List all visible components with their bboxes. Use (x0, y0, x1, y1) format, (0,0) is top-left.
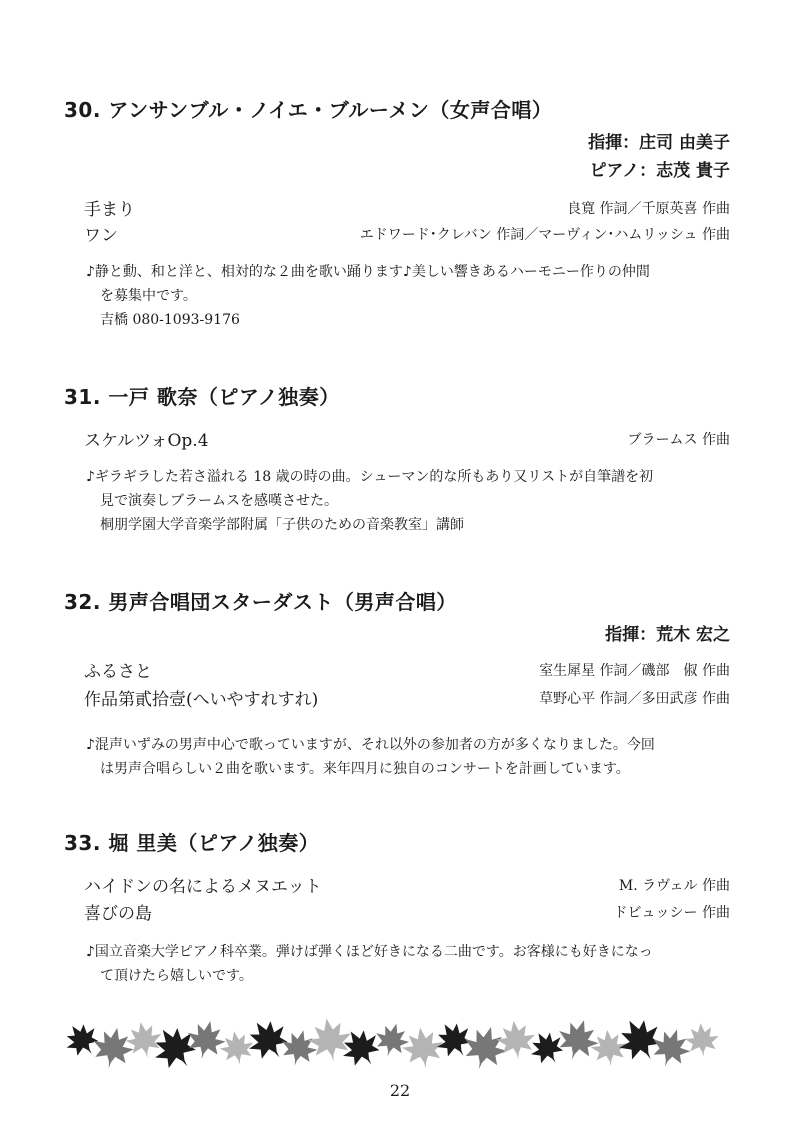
section-heading: 30. アンサンブル・ノイエ・ブルーメン（女声合唱） (64, 98, 553, 122)
note-line: ♪ギラギラした若さ溢れる 18 歳の時の曲。シューマン的な所もあり又リストが自筆譜を初 (86, 469, 654, 485)
note-line: ♪静と動、和と洋と、相対的な２曲を歌い踊ります♪美しい響きあるハーモニー作りの仲間 (86, 264, 650, 280)
performer-note (86, 733, 732, 781)
maple-leaf-icon (494, 1018, 537, 1061)
maple-leaf-border (64, 1018, 734, 1070)
conductor-credit: 指揮：荒木 宏之 (605, 625, 730, 645)
piece-title: 作品第貳拾壹(へいやすれすれ) (84, 690, 319, 710)
section-heading: 32. 男声合唱団スターダスト（男声合唱） (64, 590, 457, 614)
maple-leaf-icon (371, 1019, 413, 1061)
maple-leaf-icon (458, 1021, 512, 1070)
maple-leaf-icon (400, 1025, 447, 1070)
maple-leaf-icon (64, 1018, 106, 1064)
program-piece (84, 872, 730, 897)
program-piece (84, 426, 730, 451)
maple-leaf-icon (89, 1024, 138, 1070)
piece-composer: 良寛 作詞／千原英喜 作曲 (567, 201, 730, 217)
piece-composer: ブラームス 作曲 (627, 432, 730, 448)
performer-note (86, 940, 732, 988)
program-piece (84, 221, 730, 246)
piece-composer: エドワード･クレバン 作詞／マーヴィン･ハムリッシュ 作曲 (359, 227, 730, 243)
piece-title: ワン (84, 226, 118, 246)
note-line: は男声合唱らしい２曲を歌います。来年四月に独自のコンサートを計画しています。 (100, 761, 630, 777)
piece-composer: 室生犀星 作詞／磯部 俶 作曲 (539, 663, 730, 679)
piece-title: 喜びの島 (84, 904, 152, 924)
note-line: て頂けたら嬉しいです。 (100, 968, 253, 984)
note-line: 見で演奏しブラームスを感嘆させた。 (100, 493, 338, 509)
maple-leaf-icon (277, 1026, 321, 1070)
program-piece (84, 899, 730, 924)
performer-note (86, 260, 732, 332)
piece-title: ふるさと (84, 662, 152, 682)
maple-leaf-icon (305, 1018, 355, 1065)
maple-leaf-icon (684, 1022, 721, 1059)
maple-leaf-icon (524, 1025, 570, 1070)
piece-title: 手まり (84, 200, 135, 220)
program-piece (84, 657, 730, 682)
affiliation-line: 桐朋学園大学音楽学部附属「子供のための音楽教室」講師 (100, 517, 464, 533)
conductor-credit: 指揮：庄司 由美子 (588, 133, 730, 153)
piece-title: スケルツォOp.4 (84, 431, 209, 451)
note-line: ♪混声いずみの男声中心で歌っていますが、それ以外の参加者の方が多くなりました。今回 (86, 737, 655, 753)
note-line: ♪国立音楽大学ピアノ科卒業。弾けば弾くほど好きになる二曲です。お客様にも好きになっ (86, 944, 653, 960)
maple-leaf-icon (183, 1018, 230, 1063)
piece-composer: 草野心平 作詞／多田武彦 作曲 (539, 691, 730, 707)
piece-composer: M. ラヴェル 作曲 (618, 878, 730, 894)
page-number: 22 (389, 1081, 411, 1100)
program-piece (84, 195, 730, 220)
section-heading: 33. 堀 里美（ピアノ独奏） (64, 831, 320, 855)
section-heading: 31. 一戸 歌奈（ピアノ独奏） (64, 385, 340, 409)
piece-title: ハイドンの名によるメヌエット (84, 877, 322, 897)
maple-leaf-icon (552, 1018, 603, 1066)
pianist-credit: ピアノ：志茂 貴子 (589, 161, 730, 181)
contact-line: 吉橋 080-1093-9176 (100, 312, 240, 328)
program-piece (84, 685, 730, 710)
piece-composer: ドビュッシー 作曲 (613, 905, 730, 921)
performer-note (86, 465, 732, 537)
note-line: を募集中です。 (100, 288, 197, 304)
